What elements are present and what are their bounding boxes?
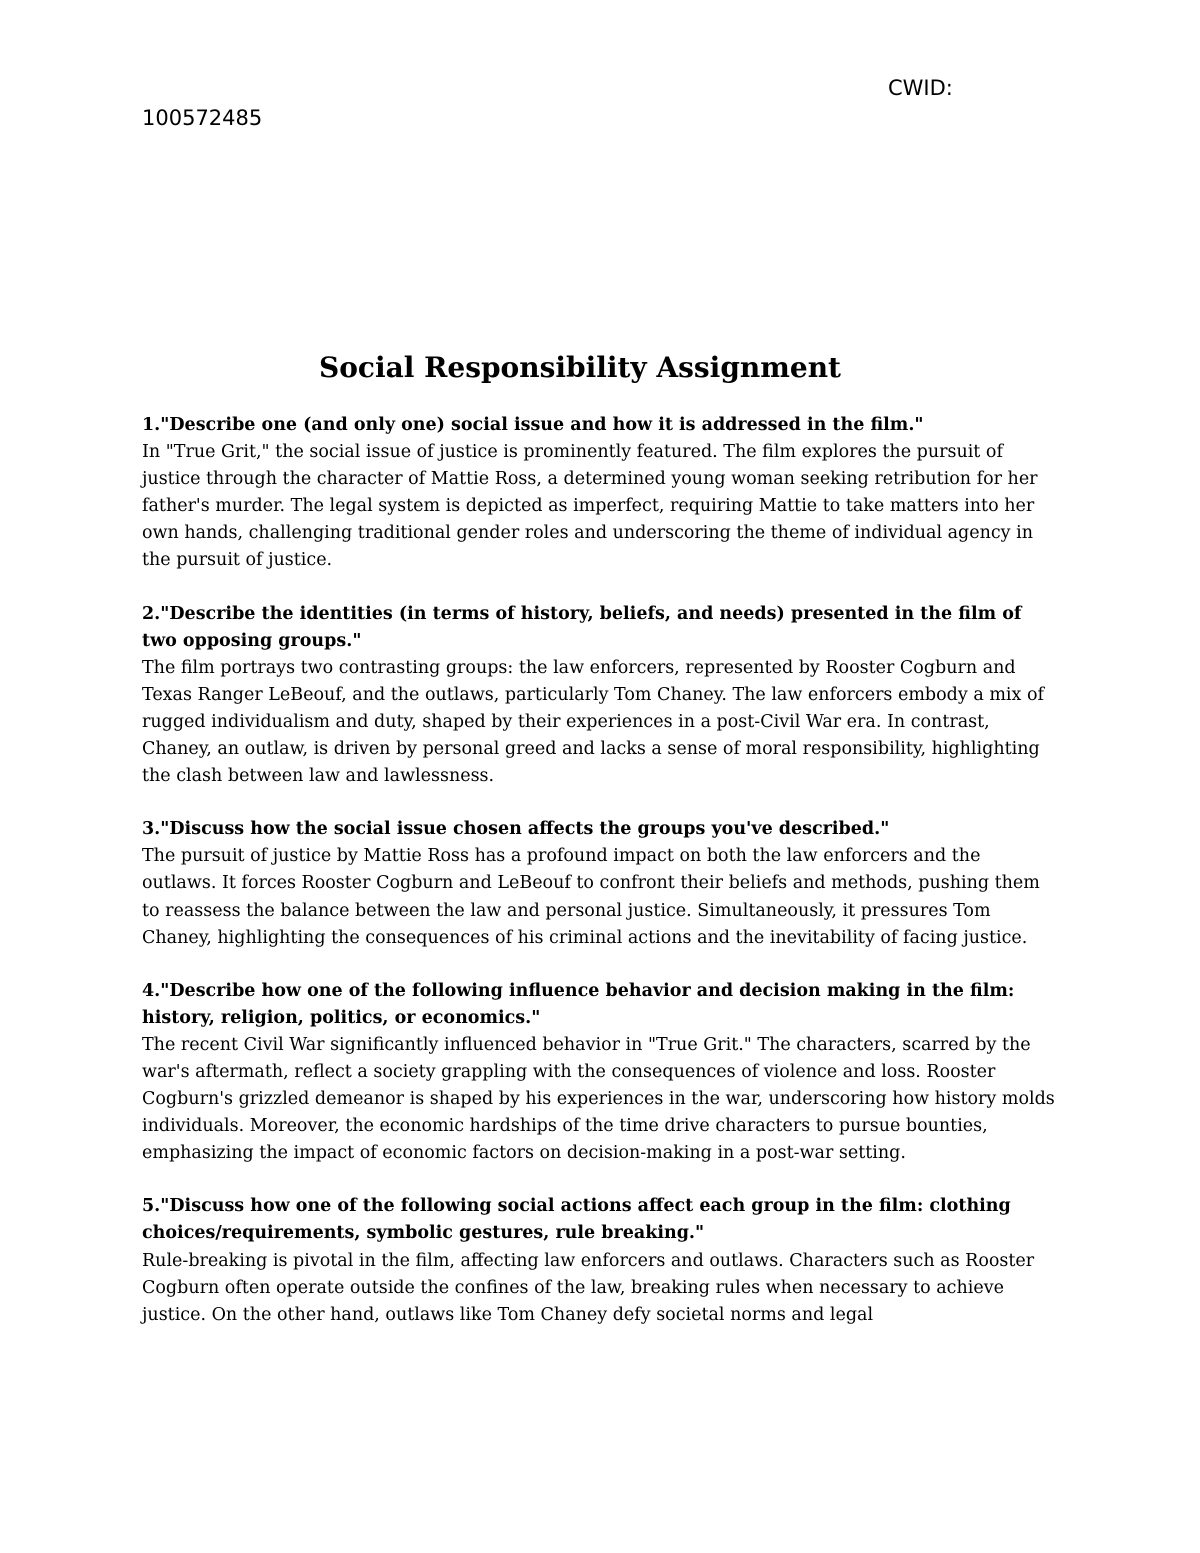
section-5 <box>142 1193 1058 1328</box>
question-4: 4."Describe how one of the following influence behavior and decision making in the film: history, religion, politics, or economics." <box>142 980 1015 1028</box>
question-1: 1."Describe one (and only one) social issue and how it is addressed in the film." <box>142 415 924 435</box>
section-4 <box>142 978 1058 1168</box>
section-1 <box>142 412 1058 575</box>
question-3: 3."Discuss how the social issue chosen affects the groups you've described." <box>142 819 890 840</box>
answer-4: The recent Civil War significantly influenced behavior in "True Grit." The characters, scarred by the war's aftermath, reflect a society grappling with the consequences of violence and loss. Rooster Cogburn's grizzled demeanor is shaped by his experiences in the war, underscoring how history molds individuals. Moreover, the economic hardships of the time drive characters to pursue bounties, emphasizing the impact of economic factors on decision-making in a post-war setting. <box>142 1034 1055 1164</box>
question-5: 5."Discuss how one of the following social actions affect each group in the film: clothing choices/requirements, symbolic gestures, rule breaking." <box>142 1196 1011 1244</box>
document-title: Social Responsibility Assignment <box>319 351 841 384</box>
document-body <box>142 412 1058 1355</box>
answer-5: Rule-breaking is pivotal in the film, affecting law enforcers and outlaws. Characters such as Rooster Cogburn often operate outside the confines of the law, breaking rules when necessary to achieve justice. On the other hand, outlaws like Tom Chaney defy societal norms and legal <box>142 1250 1035 1325</box>
answer-3: The pursuit of justice by Mattie Ross has a profound impact on both the law enforcers and the outlaws. It forces Rooster Cogburn and LeBeouf to confront their beliefs and methods, pushing them to reassess the balance between the law and personal justice. Simultaneously, it pressures Tom Chaney, highlighting the consequences of his criminal actions and the inevitability of facing justice. <box>142 846 1040 948</box>
question-2: 2."Describe the identities (in terms of history, beliefs, and needs) presented in the film of two opposing groups." <box>142 603 1022 651</box>
cwid-value: 100572485 <box>142 106 263 130</box>
section-2 <box>142 601 1058 791</box>
cwid-label: CWID: <box>888 76 953 100</box>
section-3 <box>142 816 1058 951</box>
answer-1: In "True Grit," the social issue of justice is prominently featured. The film explores the pursuit of justice through the character of Mattie Ross, a determined young woman seeking retribution for her father's murder. The legal system is depicted as imperfect, requiring Mattie to take matters into her own hands, challenging traditional gender roles and underscoring the theme of individual agency in the pursuit of justice. <box>142 442 1038 571</box>
answer-2: The film portrays two contrasting groups: the law enforcers, represented by Rooster Cogburn and Texas Ranger LeBeouf, and the outlaws, particularly Tom Chaney. The law enforcers embody a mix of rugged individualism and duty, shaped by their experiences in a post-Civil War era. In contrast, Chaney, an outlaw, is driven by personal greed and lacks a sense of moral responsibility, highlighting the clash between law and lawlessness. <box>142 657 1044 787</box>
